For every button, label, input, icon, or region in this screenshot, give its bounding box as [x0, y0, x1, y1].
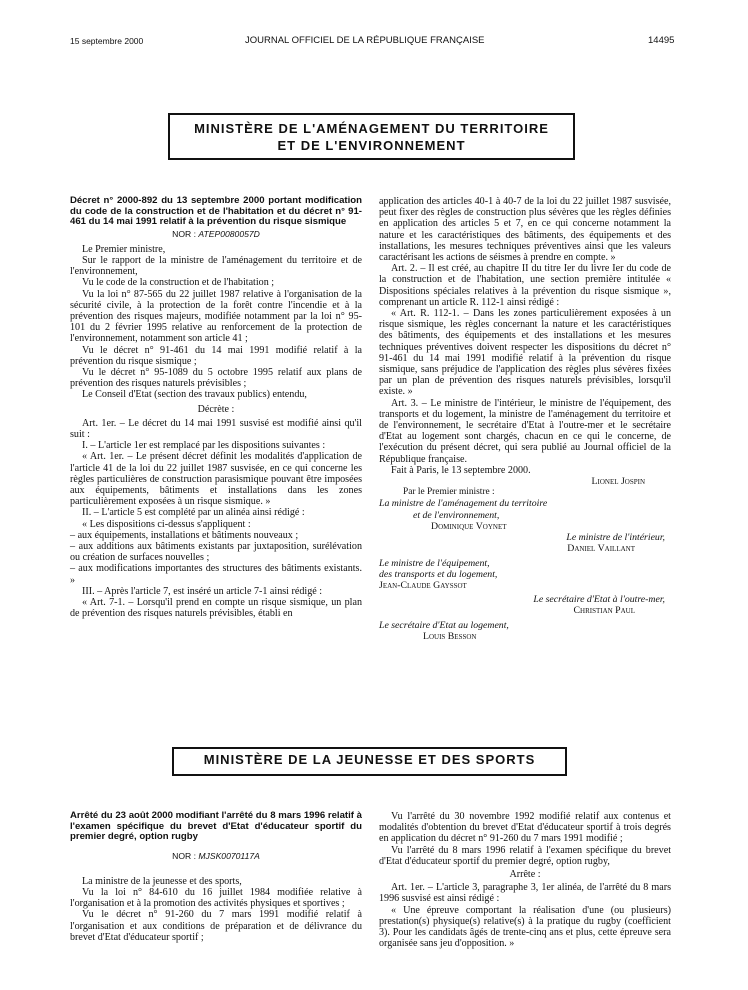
- arrete-nor: NOR : MJSK0070117A: [172, 850, 260, 861]
- decret-signatures: [379, 476, 671, 642]
- arrete-arrete: Arrête :: [509, 869, 541, 881]
- ministry-heading-line2: ET DE L'ENVIRONNEMENT: [277, 138, 466, 153]
- decret-para: I. – L'article 1er est remplacé par les dispositions suivantes :: [82, 440, 326, 452]
- decret-para: III. – Après l'article 7, est inséré un article 7-1 ainsi rédigé :: [82, 585, 323, 597]
- decret-list-item: – aux équipements, installations et bâtiments nouveaux ;: [70, 529, 299, 541]
- signature-role: et de l'environnement,: [413, 509, 500, 521]
- arrete-para: Vu l'arrêté du 8 mars 1996 relatif à l'examen spécifique du brevet d'Etat d'éducateur sportif du premier degré, option rugby,: [379, 844, 671, 867]
- header-date: 15 septembre 2000: [70, 36, 144, 46]
- signature-role: des transports et du logement,: [379, 568, 498, 580]
- decret-list-item: – aux additions aux bâtiments existants par juxtaposition, surélévation ou création de surfaces nouvelles ;: [70, 540, 362, 564]
- signature-role: La ministre de l'aménagement du territoire: [379, 498, 548, 510]
- decret-para: Sur le rapport de la ministre de l'aménagement du territoire et de l'environnement,: [70, 254, 362, 278]
- decret-article-3: Art. 3. – Le ministre de l'intérieur, le ministre de l'équipement, des transports et du logement, la ministre de l'aménagement du territoire et de l'environnement, le secrétaire d'Etat à l'outre-mer et le secrétaire d'Etat au logement sont chargés, chacun en ce qui le concerne, de l'exécution du présent décret, qui sera publié au Journal officiel de la République française.: [379, 397, 671, 465]
- signature-name: Daniel Vaillant: [567, 543, 635, 555]
- signature-name: Christian Paul: [573, 605, 635, 617]
- arrete-para: Vu l'arrêté du 30 novembre 1992 modifié relatif aux contenus et modalités d'obtention du brevet d'Etat d'éducateur sportif à trois degrés en application du décret n° 91-260 du 7 mars 1991 modifié ;: [379, 811, 671, 845]
- decret-para: Le Premier ministre,: [82, 243, 166, 255]
- decret-para: « Les dispositions ci-dessus s'appliquent :: [82, 518, 251, 530]
- decret-done-at: Fait à Paris, le 13 septembre 2000.: [391, 464, 531, 476]
- decret-para: Le Conseil d'Etat (section des travaux publics) entendu,: [82, 389, 307, 401]
- decret-list-item: – aux modifications importantes des structures des bâtiments existants. »: [70, 563, 362, 586]
- ministry-heading-environment: [168, 113, 575, 160]
- decret-para: « Art. 7-1. – Lorsqu'il prend en compte un risque sismique, un plan de prévention des risques naturels prévisibles, établi en: [70, 597, 362, 620]
- decret-para: application des articles 40-1 à 40-7 de la loi du 22 juillet 1987 susvisée, peut fixer des règles de construction plus sévères que les règles définies en application des articles 5 et 7, en ce qui concerne notamment la nature et les caractéristiques des bâtiments, des équipements et des installations, les mesures techniques préventives ainsi que les valeurs caractérisant les actions de séismes à prendre en compte. »: [379, 196, 671, 264]
- signature-role: Le secrétaire d'Etat à l'outre-mer,: [533, 594, 665, 606]
- arrete-para: La ministre de la jeunesse et des sports,: [82, 875, 242, 887]
- arrete-para: Vu le décret n° 91-260 du 7 mars 1991 modifié relatif à l'organisation et aux conditions de préparation et de délivrance du brevet d'Etat d'éducateur sportif ;: [70, 909, 362, 943]
- decret-decrete: Décrète :: [197, 403, 235, 415]
- signature-role: Le secrétaire d'Etat au logement,: [379, 619, 509, 631]
- signature-name: Louis Besson: [423, 630, 477, 642]
- decret-para: Vu le décret n° 91-461 du 14 mai 1991 modifié relatif à la prévention du risque sismique ;: [70, 344, 362, 367]
- decret-article-1: Art. 1er. – Le décret du 14 mai 1991 susvisé est modifié ainsi qu'il suit :: [70, 417, 362, 440]
- decret-para: Vu la loi n° 87-565 du 22 juillet 1987 relative à l'organisation de la sécurité civile, à la protection de la forêt contre l'incendie et à la prévention des risques majeurs, modifiée notamment par la loi n° 95-101 du 2 février 1995 relative au renforcement de la protection de l'environnement, notamment son article 41 ;: [70, 288, 362, 345]
- arrete-title: Arrêté du 23 août 2000 modifiant l'arrêté du 8 mars 1996 relatif à l'examen spécifique du brevet d'Etat d'éducateur sportif du premier degré, option rugby: [70, 810, 362, 842]
- signature-name: Jean-Claude Gayssot: [379, 579, 467, 591]
- decret-para: II. – L'article 5 est complété par un alinéa ainsi rédigé :: [82, 507, 305, 519]
- decret-right-column: [379, 196, 671, 642]
- arrete-left-column: [70, 811, 362, 943]
- signature-name: Dominique Voynet: [431, 520, 507, 532]
- decret-left-column: [70, 196, 362, 619]
- decret-nor: NOR : ATEP0080057D: [172, 228, 260, 239]
- signature-role: Le ministre de l'intérieur,: [566, 532, 665, 544]
- ministry-heading-line1: MINISTÈRE DE L'AMÉNAGEMENT DU TERRITOIRE: [194, 121, 549, 136]
- signature-prime-minister: Lionel Jospin: [591, 476, 645, 488]
- arrete-para: Vu la loi n° 84-610 du 16 juillet 1984 modifiée relative à l'organisation et à la promotion des activités physiques et sportives ;: [70, 886, 362, 910]
- arrete-right-column: [379, 811, 671, 949]
- ministry-heading-youth-sports: MINISTÈRE DE LA JEUNESSE ET DES SPORTS: [172, 747, 567, 776]
- signature-by-pm: Par le Premier ministre :: [403, 487, 495, 498]
- decret-article-r112-1: « Art. R. 112-1. – Dans les zones particulièrement exposées à un risque sismique, les règles concernant la nature et les caractéristiques des bâtiments, des équipements et des installations et les mesures techniques préventives doivent respecter les dispositions du décret n° 91-461 du 14 mai 1991 modifié relatif à la prévention du risque sismique, sans préjudice de l'application des règles plus sévères fixées par un plan de prévention des risques naturels prévisibles, lorsqu'il existe. »: [379, 308, 671, 398]
- header-journal-title: JOURNAL OFFICIEL DE LA RÉPUBLIQUE FRANÇAISE: [245, 35, 485, 46]
- arrete-para: « Une épreuve comportant la réalisation d'une (ou plusieurs) prestation(s) physique(s) relative(s) à la pratique du rugby (coefficient 3). Pour les candidats âgés de trente-cinq ans et plus, cette épreuve sera organisée sans jeu d'opposition. »: [379, 904, 671, 950]
- decret-article-2: Art. 2. – Il est créé, au chapitre II du titre Ier du livre Ier du code de la construction et de l'habitation, une section première intitulée « Dispositions spéciales relatives à la prévention du risque sismique », comprenant un article R. 112-1 ainsi rédigé :: [379, 263, 671, 308]
- decret-title: Décret n° 2000-892 du 13 septembre 2000 portant modification du code de la construction et de l'habitation et du décret n° 91-461 du 14 mai 1991 relatif à la prévention du risque sismique: [70, 195, 362, 227]
- header-page-number: 14495: [648, 35, 675, 46]
- signature-role: Le ministre de l'équipement,: [379, 557, 490, 569]
- decret-para: Vu le décret n° 95-1089 du 5 octobre 1995 relatif aux plans de prévention des risques naturels prévisibles ;: [70, 366, 362, 390]
- decret-para: « Art. 1er. – Le présent décret définit les modalités d'application de l'article 41 de la loi du 22 juillet 1987 susvisée, en ce qui concerne les règles particulières de construction parasismique pouvant être imposées aux équipements, bâtiments et installations dans les zones particulièrement exposées à un risque sismique. »: [70, 451, 362, 508]
- decret-para: Vu le code de la construction et de l'habitation ;: [82, 277, 275, 289]
- arrete-article-1: Art. 1er. – L'article 3, paragraphe 3, 1er alinéa, de l'arrêté du 8 mars 1996 susvisé est ainsi rédigé :: [379, 882, 671, 905]
